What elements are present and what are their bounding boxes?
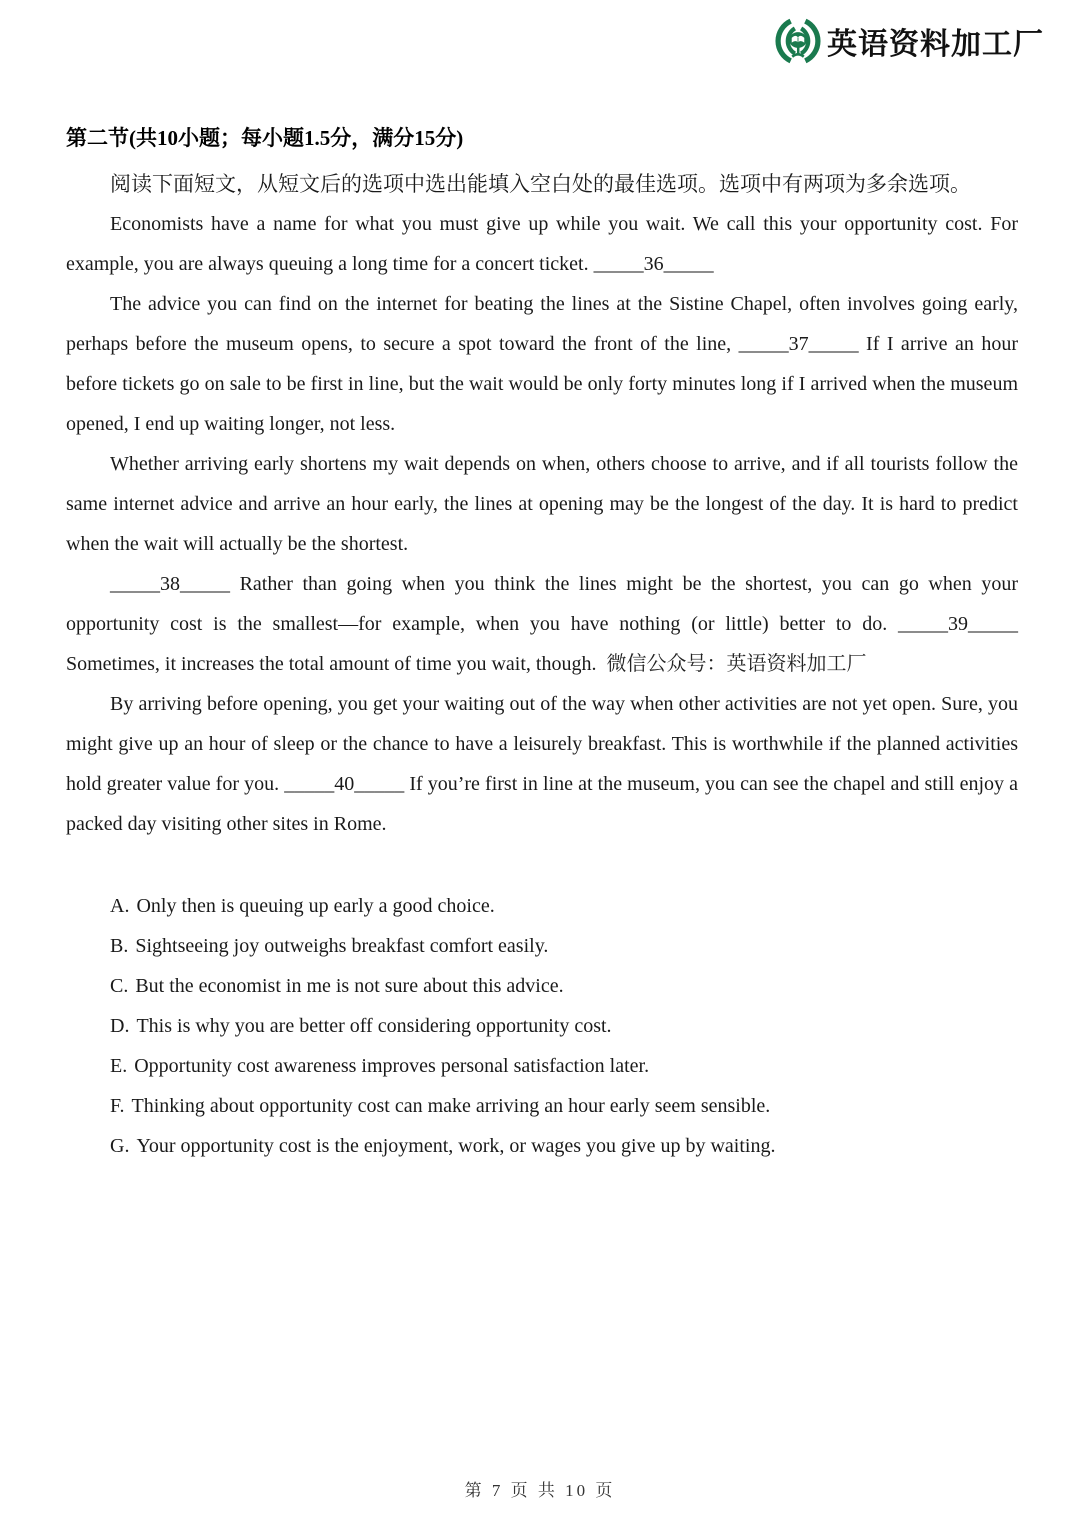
option-c-label: C. [110, 975, 129, 997]
option-g-text: Your opportunity cost is the enjoyment, work, or wages you give up by waiting. [136, 1135, 776, 1157]
passage-paragraph-3: Whether arriving early shortens my wait depends on when, others choose to arrive, and if all tourists follow the same internet advice and arrive an hour early, the lines at opening may be the longest of the day. It is hard to predict when the wait will actually be the shortest. [66, 453, 1018, 555]
option-g-label: G. [110, 1135, 130, 1157]
passage-paragraph-4 [66, 564, 1018, 684]
exam-content [66, 122, 1018, 1166]
option-d-text: This is why you are better off considering opportunity cost. [136, 1015, 612, 1037]
passage-paragraph-5: By arriving before opening, you get your waiting out of the way when other activities are not yet open. Sure, you might give up an hour of sleep or the chance to have a leisurely breakfast. This is worthwhile if the planned activities hold greater value for you. _____40_____ If you’re first in line at the museum, you can see the chapel and still enjoy a packed day visiting other sites in Rome. [66, 693, 1018, 835]
option-g [66, 1126, 1018, 1166]
passage-paragraph-4-text: _____38_____ Rather than going when you think the lines might be the shortest, you can go when your opportunity cost is the smallest—for example, when you have nothing (or little) better to do. _____39_____ Sometimes, it increases the total amount of time you wait, though. [66, 573, 1018, 675]
option-e [66, 1046, 1018, 1086]
option-c-text: But the economist in me is not sure about this advice. [135, 975, 564, 997]
passage-paragraph-2: The advice you can find on the internet for beating the lines at the Sistine Chapel, often involves going early, perhaps before the museum opens, to secure a spot toward the front of the line, _____37_____ If I arrive an hour before tickets go on sale to be first in line, but the wait would be only forty minutes long if I arrived when the museum opened, I end up waiting longer, not less. [66, 293, 1018, 435]
brand-logo [775, 18, 1044, 64]
passage-paragraph-1: Economists have a name for what you must give up while you wait. We call this your opportunity cost. For example, you are always queuing a long time for a concert ticket. _____36_____ [66, 213, 1018, 275]
wechat-watermark: 微信公众号：英语资料加工厂 [606, 653, 867, 675]
section-instructions: 阅读下面短文，从短文后的选项中选出能填入空白处的最佳选项。选项中有两项为多余选项。 [110, 172, 971, 196]
option-a [66, 886, 1018, 926]
option-d-label: D. [110, 1015, 130, 1037]
option-d [66, 1006, 1018, 1046]
option-f [66, 1086, 1018, 1126]
option-a-label: A. [110, 895, 130, 917]
option-f-text: Thinking about opportunity cost can make arriving an hour early seem sensible. [131, 1095, 771, 1117]
brand-name: 英语资料加工厂 [827, 28, 1044, 61]
option-e-label: E. [110, 1055, 128, 1077]
options-list [66, 886, 1018, 1166]
option-f-label: F. [110, 1095, 125, 1117]
option-b-text: Sightseeing joy outweighs breakfast comfort easily. [135, 935, 549, 957]
reading-passage [66, 204, 1018, 844]
option-e-text: Opportunity cost awareness improves personal satisfaction later. [134, 1055, 650, 1077]
option-b-label: B. [110, 935, 129, 957]
option-a-text: Only then is queuing up early a good choice. [136, 895, 495, 917]
option-b [66, 926, 1018, 966]
book-parentheses-logo-icon [775, 18, 821, 64]
page-number: 第 7 页 共 10 页 [464, 1481, 616, 1500]
option-c [66, 966, 1018, 1006]
section-title: 第二节(共10小题；每小题1.5分，满分15分) [66, 126, 464, 150]
